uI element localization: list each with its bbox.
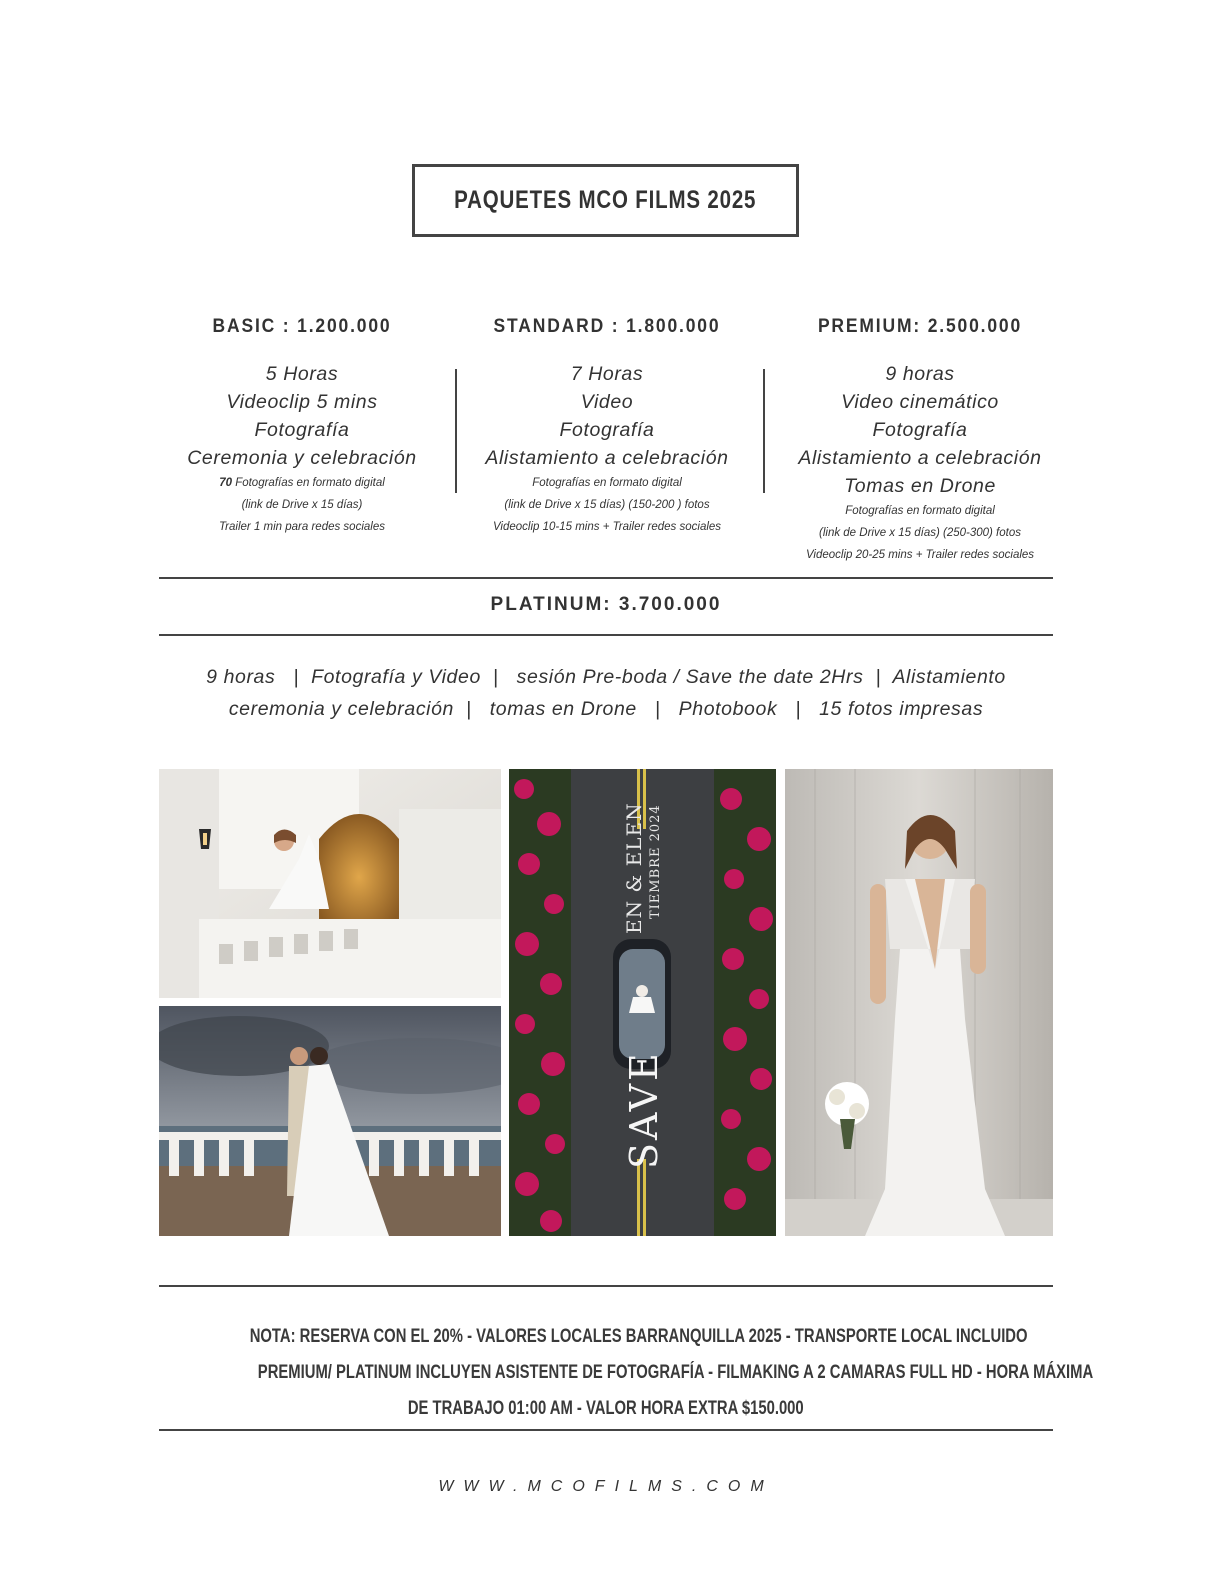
title-box xyxy=(412,164,799,237)
package-feature: Ceremonia y celebración xyxy=(187,447,417,469)
package-feature: Fotografía xyxy=(254,419,350,441)
package-detail: Fotografías en formato digital xyxy=(532,477,682,489)
package-detail-text: Fotografías en formato digital xyxy=(232,477,385,489)
photo-drone-car-road xyxy=(509,769,776,1236)
platinum-features-line-2: ceremonia y celebración | tomas en Drone | Photobook | 15 fotos impresas xyxy=(228,698,984,720)
note-line-3 xyxy=(140,1398,1072,1420)
note-line-1 xyxy=(140,1326,1072,1348)
package-feature: Videoclip 5 mins xyxy=(226,391,378,413)
package-detail: Videoclip 10-15 mins + Trailer redes sociales xyxy=(492,521,722,533)
package-standard xyxy=(458,312,756,538)
column-divider xyxy=(763,369,765,493)
drone-caption-names: EN & ELEN xyxy=(622,802,646,934)
package-detail xyxy=(159,472,445,494)
package-detail: Fotografías en formato digital xyxy=(845,505,995,517)
package-feature: Video cinemático xyxy=(841,391,999,413)
package-feature: 7 Horas xyxy=(570,363,644,385)
photo-bride-balcony xyxy=(159,769,501,998)
note-text: NOTA: RESERVA CON EL 20% - VALORES LOCALES BARRANQUILLA 2025 - TRANSPORTE LOCAL INCLUIDO xyxy=(249,1326,1028,1347)
divider-rule xyxy=(159,1429,1053,1431)
divider-rule xyxy=(159,634,1053,636)
divider-rule xyxy=(159,1285,1053,1287)
package-feature: 9 horas xyxy=(885,363,955,385)
photo-count: 70 xyxy=(219,477,232,489)
package-feature: 5 Horas xyxy=(265,363,339,385)
divider-rule xyxy=(159,577,1053,579)
package-detail: (link de Drive x 15 días) (250-300) fotos xyxy=(819,527,1021,539)
package-detail: Trailer 1 min para redes sociales xyxy=(219,521,385,533)
website-link[interactable]: WWW.MCOFILMS.COM xyxy=(438,1478,774,1495)
note-text: PREMIUM/ PLATINUM INCLUYEN ASISTENTE DE FOTOGRAFÍA - FILMAKING A 2 CAMARAS FULL HD - HORA MÁXIMA xyxy=(257,1362,1094,1383)
photo-bride-portrait xyxy=(785,769,1053,1236)
package-feature: Fotografía xyxy=(559,419,655,441)
package-feature: Fotografía xyxy=(872,419,968,441)
note-line-2 xyxy=(140,1362,1094,1384)
package-platinum-title: PLATINUM: 3.700.000 xyxy=(490,594,722,615)
package-premium xyxy=(773,312,1067,566)
note-text: DE TRABAJO 01:00 AM - VALOR HORA EXTRA $150.000 xyxy=(408,1398,804,1419)
package-basic xyxy=(159,312,445,538)
package-detail: Videoclip 20-25 mins + Trailer redes sociales xyxy=(805,549,1035,561)
package-feature: Alistamiento a celebración xyxy=(485,447,729,469)
package-detail: (link de Drive x 15 días) (150-200 ) fotos xyxy=(504,499,710,511)
package-feature: Video xyxy=(580,391,634,413)
platinum-features-line-1: 9 horas | Fotografía y Video | sesión Pre-boda / Save the date 2Hrs | Alistamiento xyxy=(206,666,1006,688)
package-feature: Alistamiento a celebración xyxy=(798,447,1042,469)
package-premium-title: PREMIUM: 2.500.000 xyxy=(817,316,1023,337)
drone-caption-date: TIEMBRE 2024 xyxy=(648,804,663,919)
page-title: PAQUETES MCO FILMS 2025 xyxy=(454,186,757,214)
package-detail: (link de Drive x 15 días) xyxy=(241,499,363,511)
photo-couple-seaside xyxy=(159,1006,501,1236)
package-standard-title: STANDARD : 1.800.000 xyxy=(493,316,721,337)
drone-caption-save: SAVE xyxy=(622,1050,666,1169)
column-divider xyxy=(455,369,457,493)
package-basic-title: BASIC : 1.200.000 xyxy=(212,316,392,337)
package-feature: Tomas en Drone xyxy=(844,475,996,497)
